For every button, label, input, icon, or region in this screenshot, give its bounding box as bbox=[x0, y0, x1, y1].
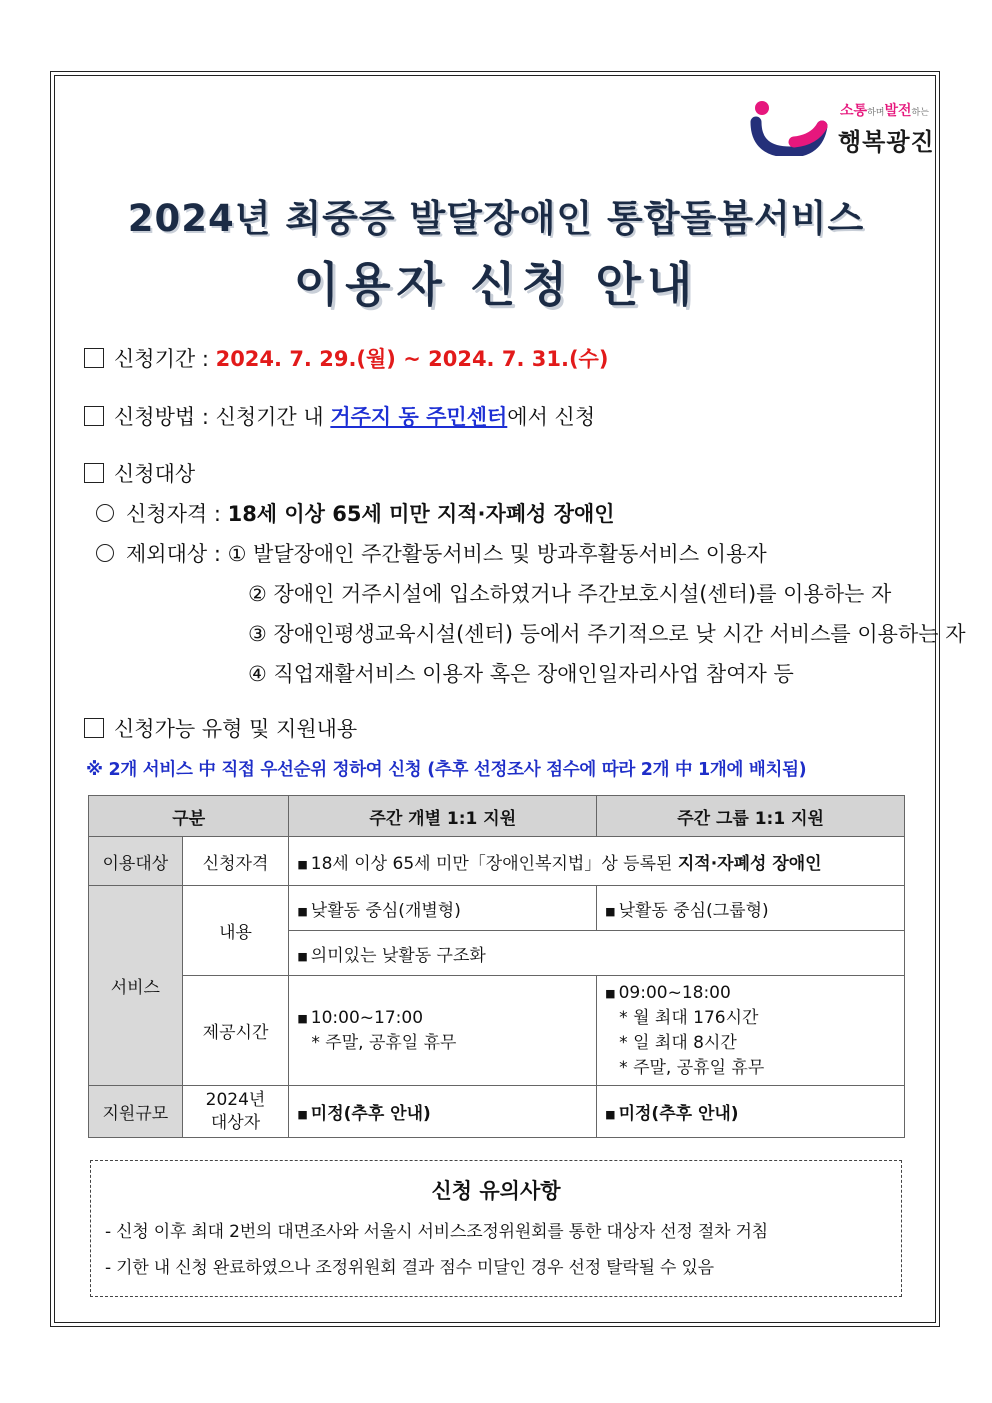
sub-label: 신청자격 bbox=[182, 837, 289, 886]
table-cell: ■ 미정(추후 안내) bbox=[597, 1086, 905, 1138]
period-value: 2024. 7. 29.(월) ~ 2024. 7. 31.(수) bbox=[215, 347, 609, 371]
priority-note: ※ 2개 서비스 中 직접 우선순위 정하여 신청 (추후 선정조사 점수에 따라 2개 中 1개에 배치됨) bbox=[86, 760, 807, 780]
table-header: 주간 그룹 1:1 지원 bbox=[597, 796, 905, 837]
exclusion-item: ④ 직업재활서비스 이용자 혹은 장애인일자리사업 참여자 등 bbox=[248, 662, 794, 686]
sub-label: 내용 bbox=[182, 886, 289, 976]
qualification-row: 신청자격 : 18세 이상 65세 미만 지적·자폐성 장애인 bbox=[96, 499, 615, 529]
gwangjin-logo bbox=[750, 96, 935, 158]
sub-label: 제공시간 bbox=[182, 976, 289, 1086]
application-types: 신청가능 유형 및 지원내용 bbox=[84, 714, 357, 744]
table-cell: ■ 미정(추후 안내) bbox=[289, 1086, 597, 1138]
page-title-line1: 2024년 최중증 발달장애인 통합돌봄서비스 bbox=[127, 197, 865, 240]
service-table bbox=[88, 795, 905, 1138]
table-header: 주간 개별 1:1 지원 bbox=[289, 796, 597, 837]
table-cell: ■ 낮활동 중심(개별형) bbox=[289, 886, 597, 931]
logo-tagline: 소통하며발전하는 bbox=[840, 103, 929, 119]
table-cell: ■ 낮활동 중심(그룹형) bbox=[597, 886, 905, 931]
method-place: 거주지 동 주민센터 bbox=[330, 405, 508, 429]
exclusion-row: 제외대상 : ① 발달장애인 주간활동서비스 및 방과후활동서비스 이용자 bbox=[96, 539, 767, 569]
table-row bbox=[89, 1086, 905, 1138]
checkbox-square-icon bbox=[84, 406, 104, 426]
table-row bbox=[89, 837, 905, 886]
circle-bullet-icon bbox=[96, 544, 114, 562]
row-label: 지원규모 bbox=[89, 1086, 183, 1138]
table-cell: ■ 의미있는 낮활동 구조화 bbox=[289, 931, 905, 976]
table-header: 구분 bbox=[89, 796, 289, 837]
exclusion-item: ① 발달장애인 주간활동서비스 및 방과후활동서비스 이용자 bbox=[227, 542, 767, 566]
checkbox-square-icon bbox=[84, 463, 104, 483]
notice-title: 신청 유의사항 bbox=[431, 1179, 561, 1203]
table-cell: ■ 10:00~17:00 * 주말, 공휴일 휴무 bbox=[289, 976, 597, 1086]
application-target: 신청대상 bbox=[84, 459, 195, 489]
qualification-cell: ■ 18세 이상 65세 미만「장애인복지법」상 등록된 지적·자폐성 장애인 bbox=[289, 837, 905, 886]
table-row bbox=[89, 976, 905, 1086]
exclusion-item: ③ 장애인평생교육시설(센터) 등에서 주기적으로 낮 시간 서비스를 이용하는 자 bbox=[248, 622, 966, 646]
table-header-row bbox=[89, 796, 905, 837]
notice-line: - 신청 이후 최대 2번의 대면조사와 서울시 서비스조정위원회를 통한 대상자 선정 절차 거침 bbox=[105, 1222, 768, 1242]
sub-label: 2024년 대상자 bbox=[182, 1086, 289, 1138]
application-period: 신청기간 : 2024. 7. 29.(월) ~ 2024. 7. 31.(수) bbox=[84, 344, 608, 374]
page-title-line2: 이용자 신청 안내 bbox=[293, 258, 699, 313]
exclusion-item: ② 장애인 거주시설에 입소하였거나 주간보호시설(센터)를 이용하는 자 bbox=[248, 582, 892, 606]
circle-bullet-icon bbox=[96, 504, 114, 522]
row-label: 서비스 bbox=[89, 886, 183, 1086]
notice-box bbox=[90, 1160, 902, 1297]
application-method: 신청방법 : 신청기간 내 거주지 동 주민센터에서 신청 bbox=[84, 402, 595, 432]
notice-line: - 기한 내 신청 완료하였으나 조정위원회 결과 점수 미달인 경우 선정 탈락될 수 있음 bbox=[105, 1258, 714, 1278]
row-label: 이용대상 bbox=[89, 837, 183, 886]
logo-smile-icon bbox=[750, 96, 834, 156]
qualification-value: 18세 이상 65세 미만 지적·자폐성 장애인 bbox=[227, 502, 615, 526]
checkbox-square-icon bbox=[84, 348, 104, 368]
table-cell: ■ 09:00~18:00 * 월 최대 176시간 * 일 최대 8시간 * 주말, 공휴일 휴무 bbox=[597, 976, 905, 1086]
checkbox-square-icon bbox=[84, 718, 104, 738]
logo-name: 행복광진 bbox=[838, 128, 935, 156]
table-row bbox=[89, 886, 905, 931]
